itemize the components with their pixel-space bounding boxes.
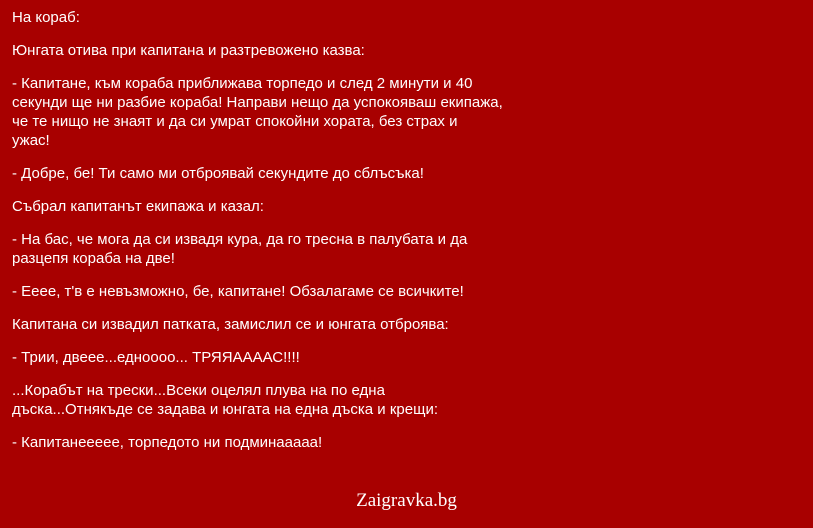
joke-paragraph: - Капитане, към кораба приближава торпедо и след 2 минути и 40 секунди ще ни разбие кораба! Направи нещо да успокояваш екипажа, че те нищо не знаят и да си умрат спокойни хората, без страх и ужас! — [12, 75, 503, 149]
joke-paragraph: - Добре, бе! Ти само ми отброявай секундите до сблъсъка! — [12, 165, 424, 182]
joke-paragraph: - Трии, двеее...едноооо... ТРЯЯААААС!!!! — [12, 349, 300, 366]
joke-paragraph: - На бас, че мога да си извадя кура, да го тресна в палубата и да разцепя кораба на две! — [12, 231, 468, 267]
joke-paragraph: Капитана си извадил патката, замислил се и юнгата отброява: — [12, 316, 449, 333]
joke-text — [12, 8, 602, 466]
joke-paragraph: Събрал капитанът екипажа и казал: — [12, 198, 264, 215]
joke-paragraph-title: На кораб: — [12, 9, 80, 26]
joke-paragraph: ...Корабът на трески...Всеки оцелял плува на по една дъска...Отнякъде се задава и юнгата на една дъска и крещи: — [12, 382, 438, 418]
site-watermark: Zaigravka.bg — [356, 490, 457, 511]
joke-paragraph: Юнгата отива при капитана и разтревожено казва: — [12, 42, 365, 59]
joke-paragraph: - Ееее, т'в е невъзможно, бе, капитане! Обзалагаме се всичките! — [12, 283, 464, 300]
joke-paragraph: - Капитанеееее, торпедото ни подминааааа! — [12, 434, 323, 451]
